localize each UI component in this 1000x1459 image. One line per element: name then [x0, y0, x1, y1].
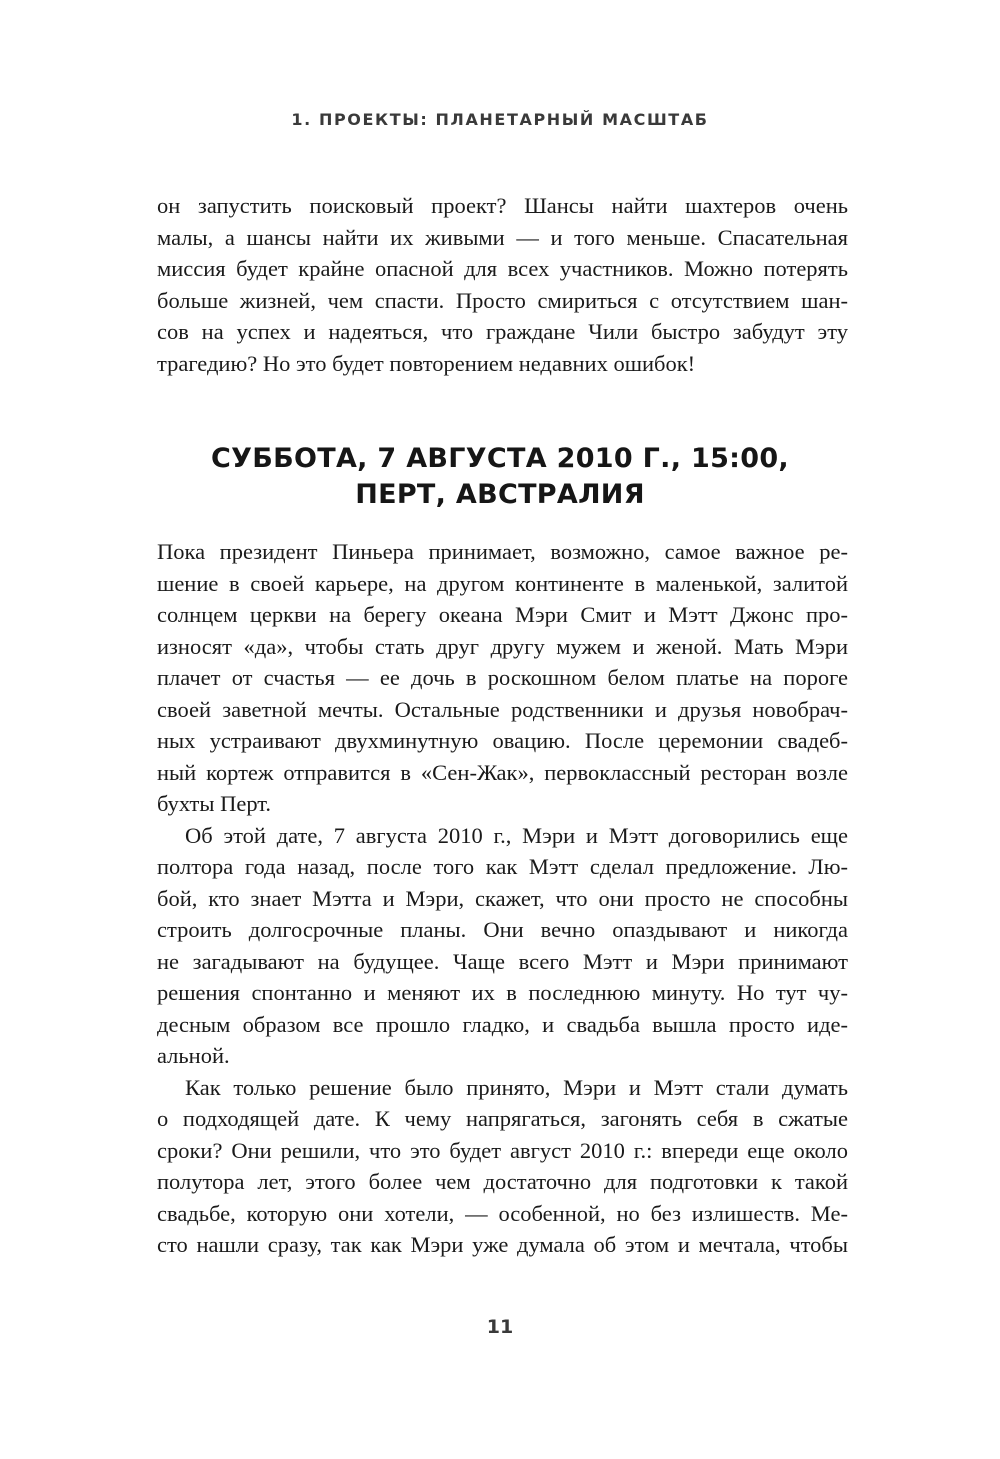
section-heading [0, 441, 1000, 513]
text-line: Об этой дате, 7 августа 2010 г., Мэри и Мэтт договорились еще [185, 822, 848, 848]
text-line: износят «да», чтобы стать друг другу мужем и женой. Мать Мэри [157, 633, 848, 659]
text-line: решения спонтанно и меняют их в последнюю минуту. Но тут чу- [157, 980, 848, 1005]
text-line: своей заветной мечты. Остальные родственники и друзья новобрач- [157, 696, 848, 722]
text-line: альной. [157, 1043, 230, 1068]
text-line: свадьбе, которую они хотели, — особенной, но без излишеств. Ме- [157, 1200, 848, 1226]
text-line: солнцем церкви на берегу океана Мэри Смит и Мэтт Джонс про- [157, 602, 848, 627]
text-line: плачет от счастья — ее дочь в роскошном белом платье на пороге [157, 665, 848, 690]
text-line: сто нашли сразу, так как Мэри уже думала об этом и мечтала, чтобы [157, 1232, 848, 1257]
text-line: строить долгосрочные планы. Они вечно опаздывают и никогда [157, 917, 848, 942]
text-line: трагедию? Но это будет повторением недавних ошибок! [157, 350, 696, 376]
text-line: ный кортеж отправится в «Сен-Жак», первоклассный ресторан возле [157, 759, 848, 785]
text-line: он запустить поисковый проект? Шансы найти шахтеров очень [157, 193, 848, 218]
text-line: о подходящей дате. К чему напрягаться, загонять себя в сжатые [157, 1106, 848, 1131]
running-head: 1. ПРОЕКТЫ: ПЛАНЕТАРНЫЙ МАСШТАБ [291, 110, 709, 129]
text-line: Пока президент Пиньера принимает, возможно, самое важное ре- [157, 539, 848, 564]
text-line: больше жизней, чем спасти. Просто смириться с отсутствием шан- [157, 287, 848, 313]
text-line: сроки? Они решили, что это будет август 2010 г.: впереди еще около [157, 1137, 848, 1163]
text-line: сов на успех и надеяться, что граждане Чили быстро забудут эту [157, 319, 848, 344]
section-heading-line-2: ПЕРТ, АВСТРАЛИЯ [355, 479, 645, 510]
text-line: полтора года назад, после того как Мэтт сделал предложение. Лю- [157, 854, 848, 879]
page-number: 11 [486, 1316, 514, 1338]
body-text [157, 536, 848, 1261]
text-line: бой, кто знает Мэтта и Мэри, скажет, что они просто не способны [157, 885, 848, 911]
section-heading-line-1: СУББОТА, 7 АВГУСТА 2010 Г., 15:00, [211, 443, 789, 474]
text-line: малы, а шансы найти их живыми — и того меньше. Спасательная [157, 224, 848, 250]
text-line: не загадывают на будущее. Чаще всего Мэтт и Мэри принимают [157, 948, 848, 974]
text-line: Как только решение было принято, Мэри и Мэтт стали думать [185, 1074, 848, 1100]
paragraph-top [157, 190, 848, 379]
text-line: ных устраивают двухминутную овацию. После церемонии свадеб- [157, 728, 848, 753]
text-line: десным образом все прошло гладко, и свадьба вышла просто иде- [157, 1011, 848, 1037]
text-line: бухты Перт. [157, 791, 272, 816]
text-line: шение в своей карьере, на другом континенте в маленькой, залитой [157, 570, 848, 596]
text-line: миссия будет крайне опасной для всех участников. Можно потерять [157, 256, 848, 281]
text-line: полутора лет, этого более чем достаточно для подготовки к такой [157, 1169, 848, 1194]
